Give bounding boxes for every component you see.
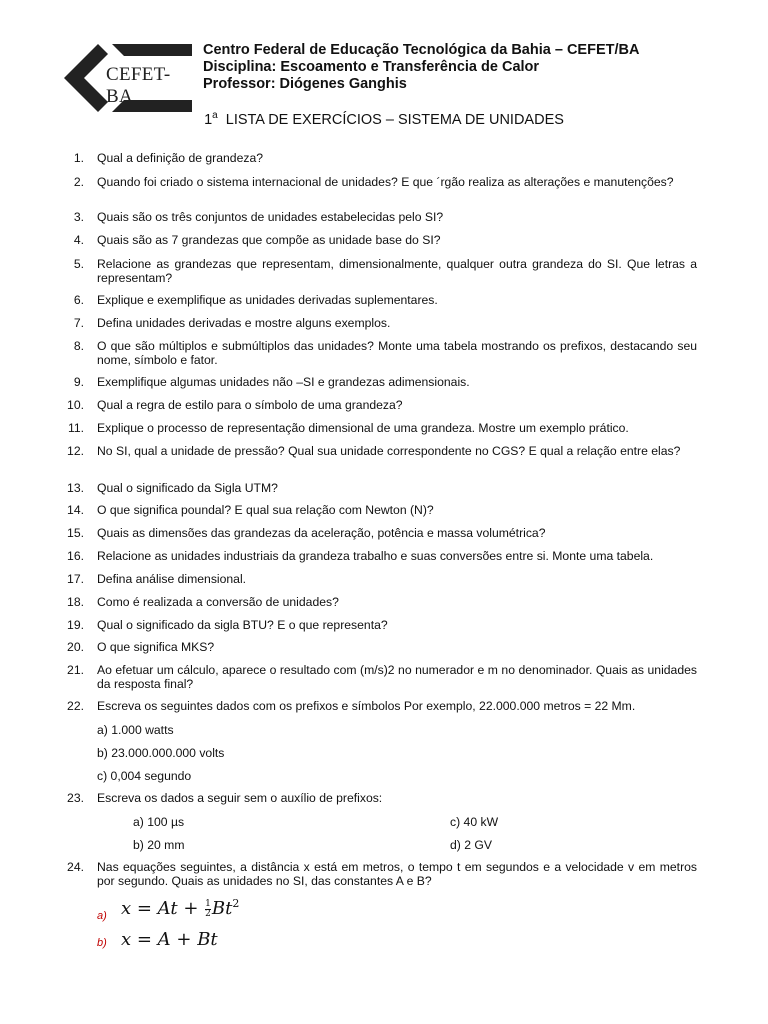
q23-item-d: d) 2 GV	[450, 838, 492, 852]
course-name: Disciplina: Escoamento e Transferência de Calor	[203, 59, 540, 75]
cefet-ba-logo	[62, 42, 192, 114]
header-lines	[203, 42, 639, 93]
q23-item-b: b) 20 mm	[133, 838, 185, 852]
q23-item-c: c) 40 kW	[450, 815, 499, 829]
q22-item-c: c) 0,004 segundo	[97, 769, 192, 783]
q22-item-b: b) 23.000.000.000 volts	[97, 746, 225, 760]
institution-name: Centro Federal de Educação Tecnológica da Bahia – CEFET/BA	[203, 42, 640, 58]
document-header	[62, 40, 712, 120]
equation-a: x = At + $\frac{1}{2}$ Bt$^2$	[121, 897, 240, 919]
page-title: 1$^a$ LISTA DE EXERCÍCIOS – SISTEMA DE UNIDADES	[204, 110, 564, 128]
logo-text: CEFET-BA	[106, 64, 171, 107]
equation-b: x = A + Bt	[121, 929, 218, 950]
equation-label-a: a)	[97, 910, 107, 922]
fraction: $\frac{1}{2}$	[205, 898, 211, 919]
q23-item-a: a) 100 µs	[133, 815, 185, 829]
equation-label-b: b)	[97, 937, 107, 949]
professor-name: Professor: Diógenes Ganghis	[203, 76, 407, 92]
q22-item-a: a) 1.000 watts	[97, 723, 174, 737]
